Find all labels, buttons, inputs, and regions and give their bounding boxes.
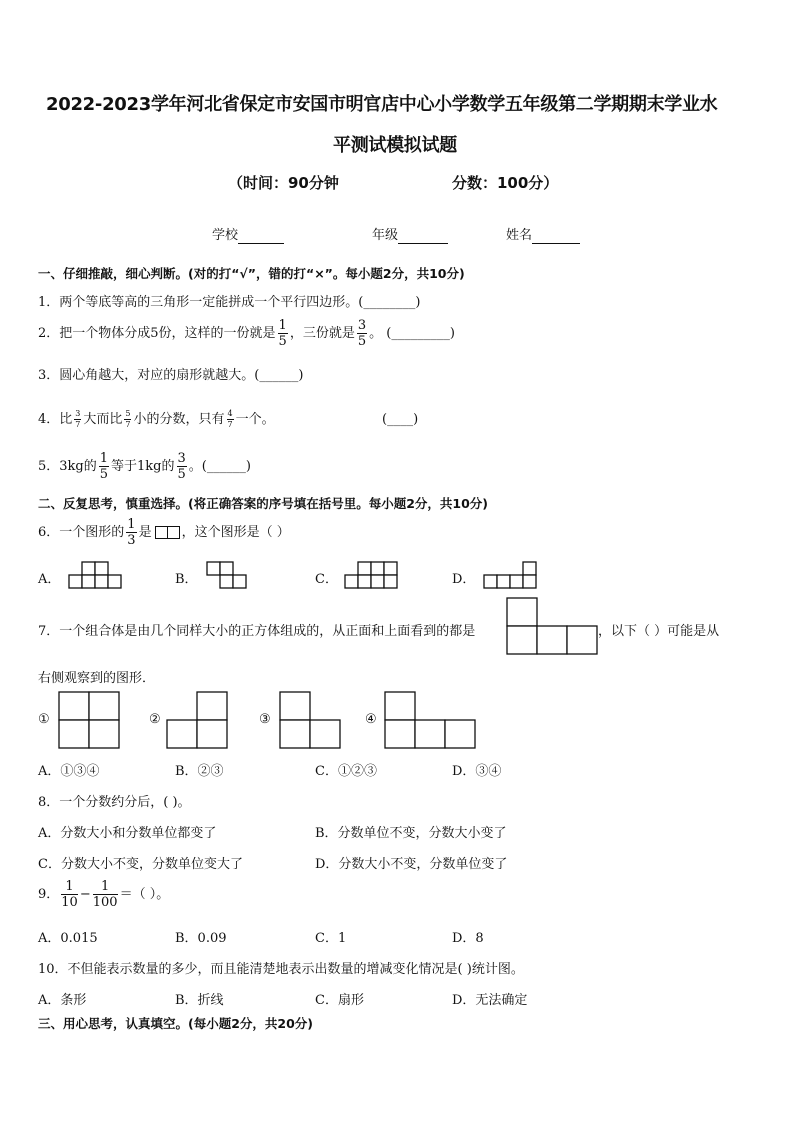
- q6-option-b-label[interactable]: B．: [175, 572, 198, 587]
- question-7: 7．一个组合体是由几个同样大小的正方体组成的，从正面和上面看到的都是: [38, 624, 476, 639]
- q7-figure-4: [384, 691, 476, 749]
- q6-option-c-label[interactable]: C．: [315, 572, 338, 587]
- exam-title-line1: 2022-2023学年河北省保定市安国市明官店中心小学数学五年级第二学期期末学业水: [46, 94, 718, 115]
- q10-option-c[interactable]: C．扇形: [315, 993, 364, 1008]
- question-4-answer-paren[interactable]: (____): [382, 412, 419, 427]
- grade-label: 年级: [372, 228, 399, 243]
- question-9: 9． $\frac{1}{10}$ − $\frac{1}{100}$ ＝（ ）。: [38, 879, 170, 910]
- q7-option-c[interactable]: C．①②③: [315, 764, 377, 779]
- question-7-cont: ，以下（ ）可能是从: [598, 624, 720, 639]
- q7-figure-4-label: ④: [365, 712, 377, 727]
- question-7-line2: 右侧观察到的图形．: [38, 671, 156, 686]
- q7-figure-3-label: ③: [259, 712, 271, 727]
- q7-option-b[interactable]: B．②③: [175, 764, 224, 779]
- question-6: 6．一个图形的 $\frac{1}{3}$ 是 ，这个图形是（ ）: [38, 517, 290, 548]
- q8-option-c[interactable]: C．分数大小不变，分数单位变大了: [38, 857, 243, 872]
- exam-score: 分数：100分）: [452, 174, 559, 192]
- q6-option-a-label[interactable]: A．: [38, 572, 61, 587]
- name-field[interactable]: [506, 224, 580, 244]
- q6-option-a-figure: [69, 561, 125, 589]
- section-2-heading: 二、反复思考，慎重选择。(将正确答案的序号填在括号里。每小题2分，共10分): [38, 496, 489, 511]
- name-label: 姓名: [506, 228, 533, 243]
- question-2: 2．把一个物体分成5份，这样的一份就是 $\frac{1}{5}$ ，三份就是 $\frac{3}{5}$ 。 (_________): [38, 318, 455, 349]
- q6-option-d-label[interactable]: D．: [452, 572, 476, 587]
- school-field[interactable]: [212, 224, 284, 244]
- q7-option-a[interactable]: A．①③④: [38, 764, 100, 779]
- section-1-heading: 一、仔细推敲，细心判断。(对的打“√”，错的打“×”。每小题2分，共10分): [38, 266, 465, 281]
- q9-option-c[interactable]: C．1: [315, 931, 347, 946]
- q8-option-a[interactable]: A．分数大小和分数单位都变了: [38, 826, 217, 841]
- exam-time: （时间：90分钟: [228, 174, 339, 192]
- two-squares-figure: [156, 525, 180, 540]
- section-3-heading: 三、用心思考，认真填空。(每小题2分，共20分): [38, 1016, 314, 1031]
- question-4: 4．比 $\frac{3}{7}$ 大而比 $\frac{5}{7}$ 小的分数，只有 $\frac{4}{7}$ 一个。: [38, 409, 275, 429]
- q9-option-a[interactable]: A．0.015: [38, 931, 98, 946]
- q7-front-top-view-figure: [506, 597, 598, 657]
- q7-figure-3: [279, 691, 341, 749]
- q7-figure-1: [58, 691, 120, 749]
- question-10: 10．不但能表示数量的多少，而且能清楚地表示出数量的增减变化情况是( )统计图。: [38, 962, 524, 977]
- q10-option-b[interactable]: B．折线: [175, 993, 224, 1008]
- q7-figure-2: [166, 691, 228, 749]
- q6-option-c-figure: [345, 561, 401, 589]
- q7-option-d[interactable]: D．③④: [452, 764, 502, 779]
- q10-option-d[interactable]: D．无法确定: [452, 993, 528, 1008]
- q6-option-d-figure: [484, 561, 540, 589]
- question-8: 8．一个分数约分后，( )。: [38, 795, 191, 810]
- q7-figure-2-label: ②: [149, 712, 161, 727]
- question-1: 1．两个等底等高的三角形一定能拼成一个平行四边形。(________): [38, 295, 421, 310]
- q8-option-d[interactable]: D．分数大小不变，分数单位变了: [315, 857, 508, 872]
- q9-option-d[interactable]: D．8: [452, 931, 484, 946]
- q7-figure-1-label: ①: [38, 712, 50, 727]
- q8-option-b[interactable]: B．分数单位不变，分数大小变了: [315, 826, 507, 841]
- q9-option-b[interactable]: B．0.09: [175, 931, 227, 946]
- school-label: 学校: [212, 228, 239, 243]
- grade-field[interactable]: [372, 224, 448, 244]
- exam-title-line2: 平测试模拟试题: [333, 135, 457, 156]
- question-5: 5．3kg的 $\frac{1}{5}$ 等于1kg的 $\frac{3}{5}$ 。(______): [38, 451, 251, 482]
- question-3: 3．圆心角越大，对应的扇形就越大。(______): [38, 368, 304, 383]
- q6-option-b-figure: [207, 561, 251, 589]
- q10-option-a[interactable]: A．条形: [38, 993, 87, 1008]
